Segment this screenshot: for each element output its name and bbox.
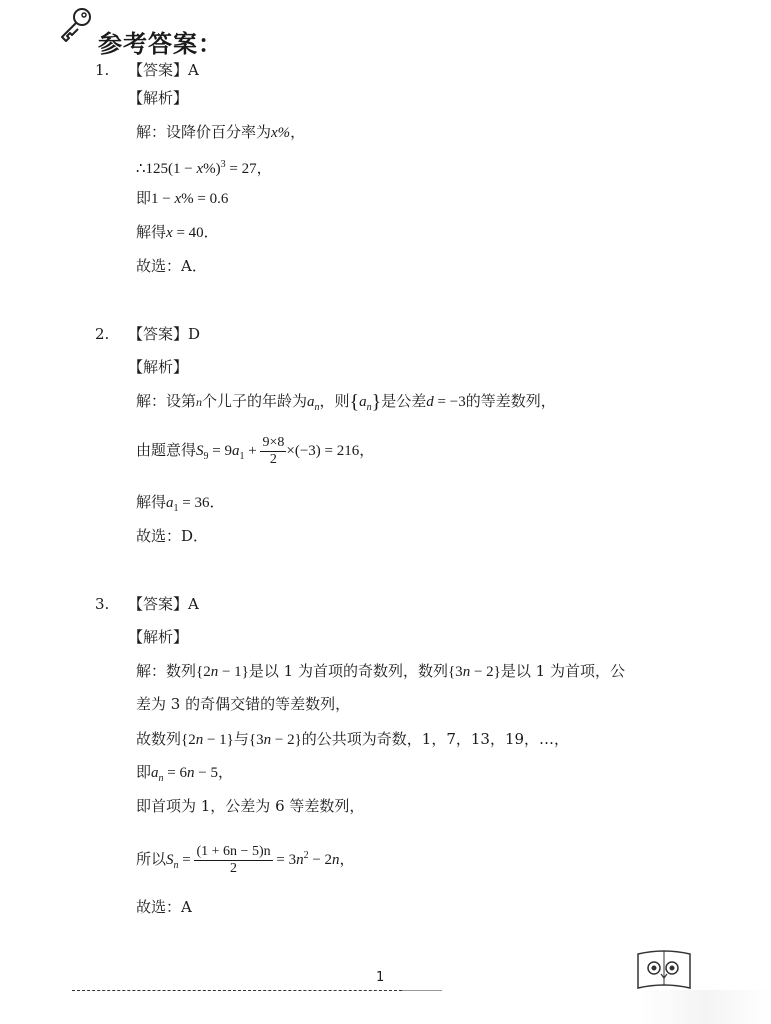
- solution-line: 即$a_n = 6n - 5$，: [136, 763, 233, 784]
- solution-line: 解得x = 40．: [136, 223, 219, 241]
- solution-line: 解得$a_1 = 36$．: [136, 493, 225, 514]
- solution-line: 差为 3 的奇偶交错的等差数列，: [136, 695, 351, 713]
- page-number: 1: [376, 970, 385, 985]
- fraction: $\frac{(1 + 6n - 5)n}{2}$: [196, 843, 271, 876]
- page-corner: [640, 990, 771, 1024]
- question-number: 3.: [95, 595, 110, 613]
- solution-line: 所以$S_n$ = $\frac{(1 + 6n - 5)n}{2}$ = $3n^2 - 2n$，: [136, 843, 355, 876]
- solution-line: 即1 − x% = 0.6: [136, 189, 229, 207]
- footer-divider-fade: [402, 990, 442, 991]
- solution-line: ∴125(1 − x%)$^3$ = 27，: [136, 159, 272, 177]
- solution-line: 故选：D．: [136, 527, 209, 545]
- analysis-label: 【解析】: [128, 89, 189, 107]
- solution-line: 故选：A: [136, 898, 192, 916]
- key-icon: [58, 6, 94, 44]
- solution-line: 故数列{2n − 1}与{3n − 2}的公共项为奇数，1，7，13，19，…，: [136, 730, 570, 748]
- solution-line: 由题意得$S_9 = 9a_1$ + $\frac{9\times 8}{2}$ ×(−3) = 216，: [136, 434, 375, 467]
- footer-divider: [72, 990, 402, 991]
- answer-label: 【答案】D: [128, 325, 201, 343]
- page-title: 参考答案：: [98, 30, 223, 58]
- question-number: 2.: [95, 325, 110, 343]
- solution-line: 解：数列{2n − 1}是以 1 为首项的奇数列，数列{3n − 2}是以 1 为首项，公: [136, 662, 625, 680]
- question-number: 1.: [95, 61, 110, 79]
- answer-label: 【答案】A: [128, 595, 199, 613]
- owl-book-icon: [634, 948, 694, 994]
- fraction: $\frac{9\times 8}{2}$: [262, 434, 285, 467]
- solution-line: 故选：A．: [136, 257, 207, 275]
- analysis-label: 【解析】: [128, 358, 189, 376]
- analysis-label: 【解析】: [128, 628, 189, 646]
- solution-line: 解：设第n个儿子的年龄为$a_n$，则$\{a_n\}$是公差d = −3的等差数列，: [136, 391, 556, 413]
- solution-line: 即首项为 1，公差为 6 等差数列，: [136, 797, 365, 815]
- answer-label: 【答案】A: [128, 61, 199, 79]
- solution-line: 解：设降价百分率为x%，: [136, 123, 306, 141]
